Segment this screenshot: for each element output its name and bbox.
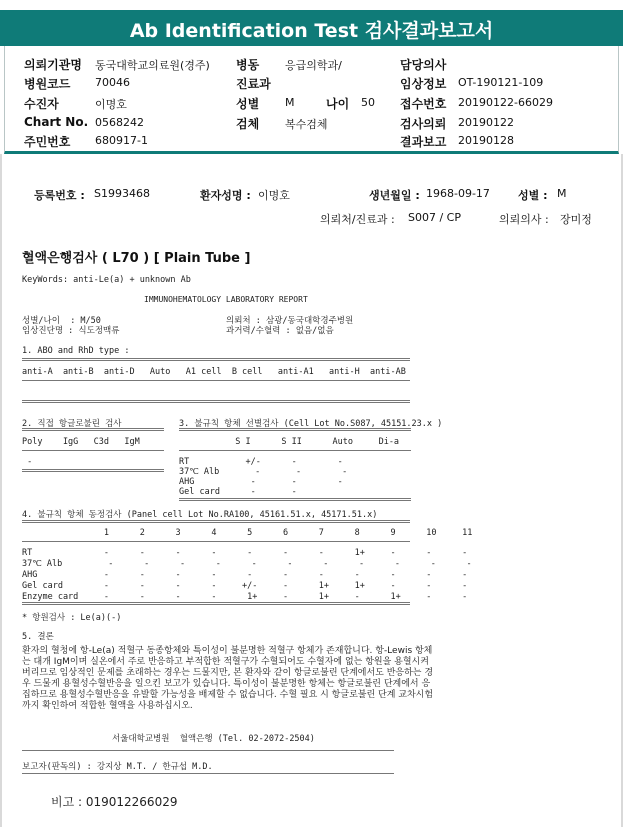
header-field-value: 20190128 [458,134,514,147]
header-field-value: 20190122 [458,116,514,129]
dept-value: S007 / CP [408,211,461,224]
top-margin [0,0,623,10]
header-field-label: 수진자 [24,97,59,111]
divider [22,520,410,523]
header-field-value: 동국대학교의료원(경주) [95,59,210,72]
header-field-label: 접수번호 [400,97,447,111]
info-diagnosis: 임상진단명 : 식도정맥류 [22,326,120,336]
keywords: KeyWords: anti-Le(a) + unknown Ab [22,275,191,285]
report-title: Ab Identification Test 검사결과보고서 [129,20,494,42]
header-field-label: 검사의뢰 [400,117,447,131]
dob-label: 생년월일 : [369,189,420,202]
screen-headers: S I S II Auto Di-a [179,437,400,447]
screen-row: RT +/- - - [179,457,343,467]
header-field-label: Chart No. [24,115,89,129]
header-field-label: 진료과 [236,77,271,91]
doctor-label: 의뢰의사 : [499,213,549,226]
divider [22,400,410,403]
panel-row: 37℃ Alb - - - - - - - - - - - [22,559,472,569]
panel-headers: 1 2 3 4 5 6 7 8 9 10 11 [22,528,473,538]
screen-title: 3. 불규칙 항체 선별검사 (Cell Lot No.S087, 45151.23.x ) [179,419,443,429]
divider [22,602,410,605]
hospital-line: 서울대학교병원 혈액은행 (Tel. 02-2072-2504) [112,734,315,744]
header-field-value: OT-190121-109 [458,76,544,89]
age-label: 나이 [326,97,350,111]
header-field-label: 병동 [236,58,260,72]
divider [22,750,394,751]
header-field-label: 임상정보 [400,77,447,91]
header-field-value: 20190122-66029 [458,96,553,109]
header-field-label: 의뢰기관명 [24,58,82,72]
info-history: 과거력/수혈력 : 없음/없음 [226,326,334,336]
sex-value: M [557,187,567,200]
divider [179,498,411,501]
title-banner [0,10,623,46]
header-field-value: 0568242 [95,116,144,129]
divider [22,358,410,361]
dat-title: 2. 직접 항글로불린 검사 [22,419,122,429]
section-title: 혈액은행검사 ( L70 ) [ Plain Tube ] [22,251,251,266]
divider [22,450,164,451]
header-field-label: 담당의사 [400,58,447,72]
header-field-value: 이명호 [95,98,127,111]
panel-title: 4. 불규칙 항체 동정검사 (Panel cell Lot No.RA100, 45161.51.x, 45171.51.x) [22,510,378,520]
panel-row: Enzyme card - - - - 1+ - 1+ - 1+ - - [22,592,468,602]
info-sex-age: 성별/나이 : M/50 [22,316,101,326]
divider [22,380,410,381]
header-field-value: 응급의학과/ [285,59,342,72]
dat-values: - [22,457,33,467]
abo-title: 1. ABO and RhD type : [22,346,130,356]
divider [179,428,411,431]
note-line: 비고 : 019012266029 [51,795,178,809]
header-field-label: 주민번호 [24,135,71,149]
header-field-value: 70046 [95,76,130,89]
abo-headers: anti-A anti-B anti-D Auto A1 cell B cell anti-A1 anti-H anti-AB [22,367,406,377]
dat-headers: Poly IgG C3d IgM [22,437,140,447]
dob-value: 1968-09-17 [426,187,490,200]
reg-label: 등록번호 : [34,189,85,202]
screen-row: Gel card - - [179,487,297,497]
header-field-label: 성별 [236,97,260,111]
name-value: 이명호 [258,189,290,202]
screen-row: AHG - - - [179,477,343,487]
sex-label: 성별 : [518,189,548,202]
header-field-value: 680917-1 [95,134,148,147]
conclusion-title: 5. 결론 [22,632,54,642]
age-value: 50 [361,96,375,109]
header-field-label: 결과보고 [400,135,447,149]
divider [22,469,164,472]
header-field-value: M [285,96,295,109]
lab-report-title: IMMUNOHEMATOLOGY LABORATORY REPORT [144,295,308,304]
panel-row: RT - - - - - - - 1+ - - - [22,548,468,558]
doctor-value: 장미정 [560,213,592,226]
screen-row: 37℃ Alb - - - [179,467,348,477]
antigen-test: * 항원검사 : Le(a)(-) [22,613,122,623]
divider [22,773,394,774]
divider [179,450,411,451]
divider [22,428,164,431]
name-label: 환자성명 : [200,189,251,202]
header-field-label: 검체 [236,117,260,131]
header-field-value: 복수검체 [285,118,328,131]
panel-row: Gel card - - - - +/- - 1+ 1+ - - - [22,581,468,591]
divider [22,541,410,542]
panel-row: AHG - - - - - - - - - - - [22,570,468,580]
reporter-line: 보고자(판독의) : 강지상 M.T. / 한규섭 M.D. [22,762,213,772]
reg-value: S1993468 [94,187,150,200]
info-client: 의뢰처 : 삼광/동국대학경주병원 [226,316,354,326]
conclusion-text: 환자의 혈청에 항-Le(a) 적혈구 동종항체와 특이성이 불분명한 적혈구 항체가 존재합니다. 항-Lewis 항체는 대개 IgM이며 실온에서 주로 반응하고 부적합한 적혈구가 수혈되어도 수혈자에 없는 항원을 용혈시켜 버리므로 임상적인 문제를 초래하는 경우는 드물지만, 본 환자와 같이 항글로불린 단계에서도 반응하는 경우 드물게 용혈성수혈반응을 일으킨 보고가 있습니다. 특이성이 불분명한 항체는 항글로불린 단계에서 응집하므로 용혈성수혈반응을 유발할 가능성을 배제할 수 없습니다. 수혈 필요 시 항글로불린 단계 교차시험까지 확인하여 적합한 혈액을 사용하십시오. [22,646,434,711]
header-field-label: 병원코드 [24,77,71,91]
dept-label: 의뢰처/진료과 : [320,213,395,226]
